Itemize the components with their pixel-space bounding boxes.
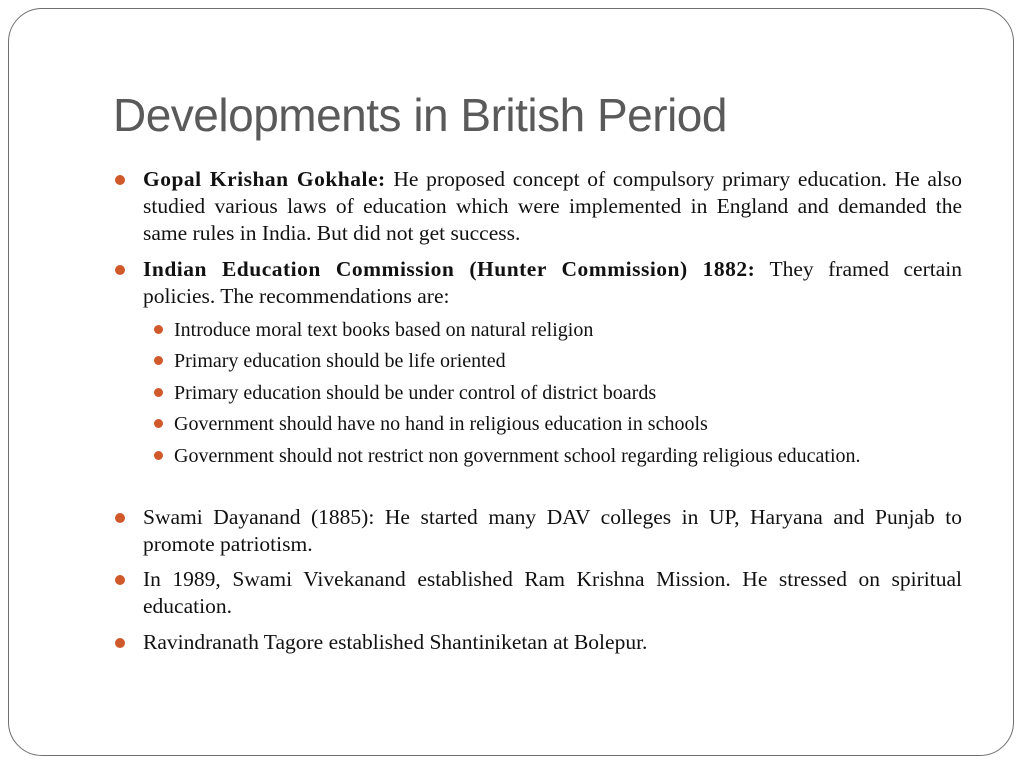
bullet-item-dayanand — [143, 504, 962, 558]
bullet-item-gokhale — [143, 166, 962, 247]
slide-title: Developments in British Period — [113, 89, 727, 141]
bullet-icon — [115, 175, 125, 185]
bullet-text: They framed certain policies. The recommendations are: — [143, 257, 962, 308]
sub-bullet-item — [174, 443, 962, 469]
bullet-item-vivekanand — [143, 566, 962, 620]
bullet-text: He proposed concept of compulsory primary education. He also studied various laws of education which were implemented in England and demanded the same rules in India. But did not get success. — [143, 167, 962, 245]
bullet-icon — [115, 575, 125, 585]
bullet-icon — [154, 419, 163, 428]
bullet-item-hunter-commission — [143, 256, 962, 310]
sub-bullet-text: Government should not restrict non government school regarding religious education. — [174, 445, 861, 467]
sub-bullet-text: Primary education should be under control of district boards — [174, 382, 657, 404]
bullet-bold-label: Gopal Krishan Gokhale: — [143, 167, 386, 191]
bullet-text: In 1989, Swami Vivekanand established Ram Krishna Mission. He stressed on spiritual education. — [143, 567, 962, 618]
sub-bullet-text: Government should have no hand in religious education in schools — [174, 413, 708, 435]
bullet-icon — [154, 388, 163, 397]
sub-bullet-item — [174, 380, 962, 406]
bullet-item-tagore — [143, 629, 962, 656]
sub-bullet-item — [174, 317, 962, 343]
bullet-text: Ravindranath Tagore established Shantiniketan at Bolepur. — [143, 630, 648, 654]
sub-bullet-item — [174, 411, 962, 437]
sub-bullet-text: Introduce moral text books based on natural religion — [174, 319, 594, 341]
sub-bullet-text: Primary education should be life oriented — [174, 350, 506, 372]
bullet-icon — [154, 325, 163, 334]
bullet-icon — [115, 638, 125, 648]
bullet-icon — [154, 451, 163, 460]
bullet-icon — [115, 513, 125, 523]
sub-bullet-item — [174, 348, 962, 374]
bullet-bold-label: Indian Education Commission (Hunter Commission) 1882: — [143, 257, 756, 281]
bullet-icon — [154, 356, 163, 365]
bullet-text: Swami Dayanand (1885): He started many DAV colleges in UP, Haryana and Punjab to promote patriotism. — [143, 505, 962, 556]
bullet-icon — [115, 265, 125, 275]
